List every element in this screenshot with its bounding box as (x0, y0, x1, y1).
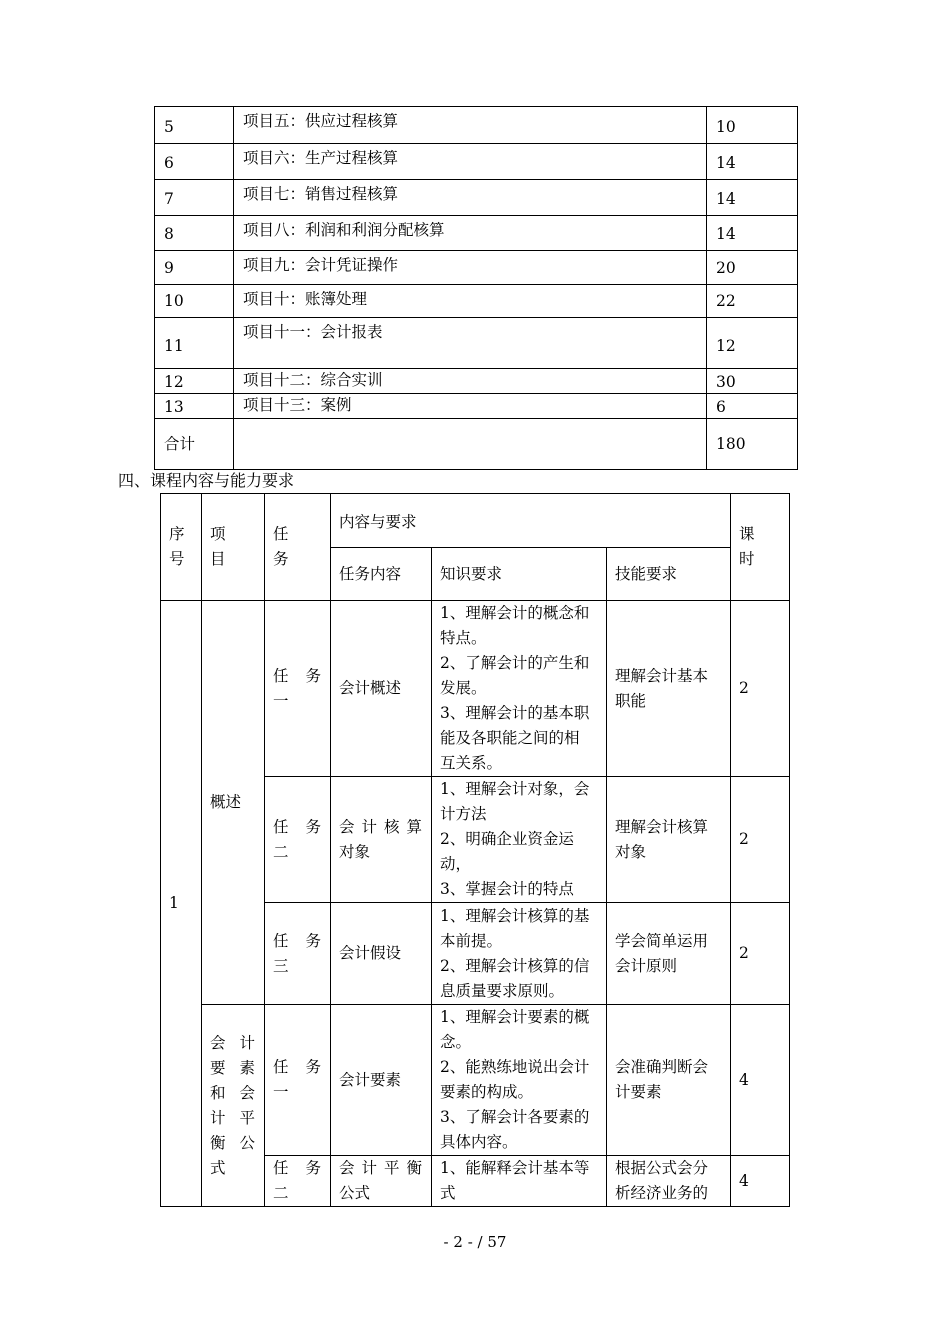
total-label: 合计 (155, 419, 234, 470)
task-content: 会计平衡 公式 (331, 1156, 432, 1207)
table-row (155, 180, 798, 216)
task-label: 任务 二 (265, 777, 331, 903)
class-hours: 2 (731, 601, 790, 777)
hours-table (154, 106, 798, 470)
header-project: 项 目 (202, 494, 265, 601)
project-hours: 22 (707, 285, 798, 318)
header-skill: 技能要求 (607, 548, 731, 601)
table-row (155, 369, 798, 394)
project-name: 项目十三：案例 (234, 394, 707, 419)
header-task: 任 务 (265, 494, 331, 601)
project-hours: 14 (707, 144, 798, 180)
section-heading: 四、课程内容与能力要求 (118, 471, 295, 490)
project-name: 项目六：生产过程核算 (234, 144, 707, 180)
header-knowledge: 知识要求 (432, 548, 607, 601)
task-content: 会计要素 (331, 1005, 432, 1156)
content-table (160, 493, 790, 1207)
task-label: 任务 三 (265, 903, 331, 1005)
table-row (161, 601, 790, 777)
project-name: 项目十二：综合实训 (234, 369, 707, 394)
row-number: 10 (155, 285, 234, 318)
task-label: 任务 一 (265, 601, 331, 777)
table-row (155, 318, 798, 369)
table-row (155, 107, 798, 144)
skill-requirement: 学会简单运用 会计原则 (607, 903, 731, 1005)
skill-requirement: 会准确判断会 计要素 (607, 1005, 731, 1156)
task-content: 会计假设 (331, 903, 432, 1005)
header-content-requirements: 内容与要求 (331, 494, 731, 548)
header-hours: 课 时 (731, 494, 790, 601)
total-empty-cell (234, 419, 707, 470)
header-task-content: 任务内容 (331, 548, 432, 601)
task-content: 会计概述 (331, 601, 432, 777)
class-hours: 4 (731, 1005, 790, 1156)
knowledge-requirement: 1、理解会计的概念和 特点。 2、了解会计的产生和 发展。 3、理解会计的基本职 能及各职能之间的相 互关系。 (432, 601, 607, 777)
task-label: 任务 二 (265, 1156, 331, 1207)
table-row (155, 144, 798, 180)
page-number: - 2 - / 57 (443, 1233, 507, 1251)
class-hours: 4 (731, 1156, 790, 1207)
project-name: 项目十一：会计报表 (234, 318, 707, 369)
header-seq: 序 号 (161, 494, 202, 601)
table-row (161, 1005, 790, 1156)
total-hours: 180 (707, 419, 798, 470)
knowledge-requirement: 1、能解释会计基本等 式 (432, 1156, 607, 1207)
row-number: 8 (155, 216, 234, 251)
skill-requirement: 理解会计核算 对象 (607, 777, 731, 903)
table-row (155, 216, 798, 251)
row-number: 9 (155, 251, 234, 285)
row-number: 6 (155, 144, 234, 180)
row-number: 12 (155, 369, 234, 394)
seq-number: 1 (161, 601, 202, 1207)
project-name: 项目九：会计凭证操作 (234, 251, 707, 285)
task-content: 会计核算 对象 (331, 777, 432, 903)
row-number: 5 (155, 107, 234, 144)
knowledge-requirement: 1、理解会计对象，会 计方法 2、明确企业资金运 动， 3、掌握会计的特点 (432, 777, 607, 903)
project-hours: 6 (707, 394, 798, 419)
project-name: 会计 要素 和会 计平 衡公 式 (202, 1005, 265, 1207)
row-number: 11 (155, 318, 234, 369)
project-name: 项目十：账簿处理 (234, 285, 707, 318)
class-hours: 2 (731, 777, 790, 903)
project-name: 项目五：供应过程核算 (234, 107, 707, 144)
class-hours: 2 (731, 903, 790, 1005)
task-label: 任务 一 (265, 1005, 331, 1156)
project-hours: 20 (707, 251, 798, 285)
row-number: 7 (155, 180, 234, 216)
row-number: 13 (155, 394, 234, 419)
project-hours: 10 (707, 107, 798, 144)
project-hours: 12 (707, 318, 798, 369)
table-row (155, 394, 798, 419)
skill-requirement: 理解会计基本 职能 (607, 601, 731, 777)
total-row (155, 419, 798, 470)
knowledge-requirement: 1、理解会计要素的概 念。 2、能熟练地说出会计 要素的构成。 3、了解会计各要素的 具体内容。 (432, 1005, 607, 1156)
header-row (161, 494, 790, 548)
knowledge-requirement: 1、理解会计核算的基 本前提。 2、理解会计核算的信 息质量要求原则。 (432, 903, 607, 1005)
project-name: 概述 (202, 601, 265, 1005)
project-name: 项目七：销售过程核算 (234, 180, 707, 216)
project-hours: 14 (707, 180, 798, 216)
project-name: 项目八：利润和利润分配核算 (234, 216, 707, 251)
table-row (155, 251, 798, 285)
project-hours: 14 (707, 216, 798, 251)
skill-requirement: 根据公式会分 析经济业务的 (607, 1156, 731, 1207)
project-hours: 30 (707, 369, 798, 394)
table-row (155, 285, 798, 318)
